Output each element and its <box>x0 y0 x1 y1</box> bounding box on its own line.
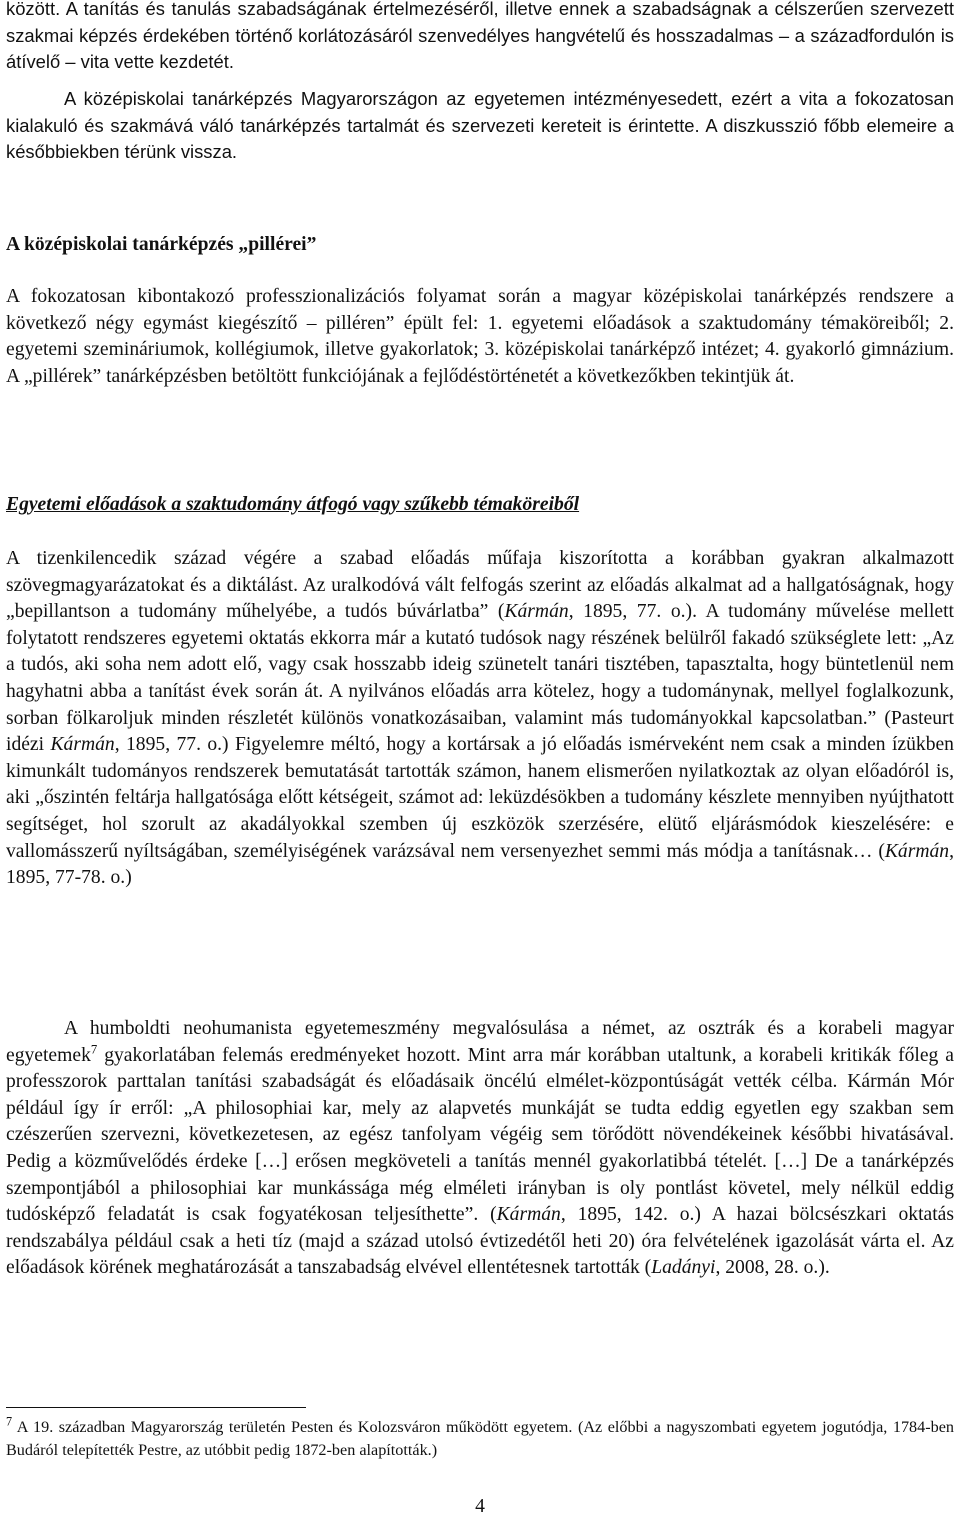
text-run: , 2008, 28. o.). <box>715 1257 830 1279</box>
page-number: 4 <box>475 1496 485 1517</box>
footnote-number: 7 <box>6 1414 13 1429</box>
citation-author: Kármán <box>504 601 569 623</box>
text-run: A tizenkilencedik század végére a szabad előadás műfaja kiszorította a korábban gyakran alkalmazott szövegmagyarázatokat és a diktálást. Az uralkodóvá vált felfogás szerint az előadás alkalmat ad a hallgatóságnak, hogy „bepillantson a tudomány műhelyébe, a tudós búvárlatba” ( <box>6 548 954 623</box>
intro-paragraph-2 <box>6 86 954 166</box>
pillars-paragraph: A fokozatosan kibontakozó professzionalizációs folyamat során a magyar középiskolai tanárképzés rendszere a következő négy egymást kiegészítő – pilléren” épült fel: 1. egyetemi előadások a szaktudomány témaköreiből; 2. egyetemi szemináriumok, kollégiumok, illetve gyakorlatok; 3. középiskolai tanárképző intézet; 4. gyakorló gimnázium. A „pillérek” tanárképzésben betöltött funkciójának a fejlődéstörténetét a következőkben tekintjük át. <box>6 286 954 387</box>
footnote-reference[interactable]: 7 <box>90 1042 98 1057</box>
footnote-text: A 19. században Magyarország területén Pesten és Kolozsváron működött egyetem. (Az előbbi a nagyszombati egyetem jogutódja, 1784-ben Budáról telepítették Pestre, az utóbbit pedig 1872-ben alapították.) <box>6 1418 954 1459</box>
text-run: A humboldti neohumanista egyetemeszmény megvalósulása a német, az osztrák és a korabeli magyar egyetemek <box>6 1018 954 1066</box>
text-run: , 1895, 77. o.) Figyelemre méltó, hogy a kortársak a jó előadás ismérveként nem csak a minden ízükben kimunkált tudományos rendszerek bemutatását tartották számon, hanem elismerően nyilatkoztak az olyan előadóról is, aki „őszintén feltárja hallgatósága előtt kétségeit, számot ad: leküzdésökben a tudomány készlete mennyiben nyújthatott segítséget, hol szorult az akadályokkal szemben új eszközök szerzésére, elütő eljárásmódok kieszelésére: e vallomásszerű nyíltságában, személyiségének varázsával nem versenyezhet semmi más módja a tanításnak… ( <box>6 734 954 862</box>
footnote <box>6 1416 954 1462</box>
citation-author: Ladányi <box>651 1257 716 1279</box>
text-run: , 1895, 77-78. o.) <box>6 840 954 889</box>
text-run: , 1895, 142. o.) A hazai bölcsészkari oktatás rendszabálya például csak a heti tíz (majd a század utolsó évtizedétől heti 20) óra felvételének igazolását várta el. Az előadások körének meghatározását a tanszabadság elvével ellentétesnek tartották ( <box>6 1204 954 1279</box>
intro-text-2: A középiskolai tanárképzés Magyarországon az egyetemen intézményesedett, ezért a vita a fokozatosan kialakuló és szakmává váló tanárképzés tartalmát és szervezeti kereteit is érintette. A diszkusszió főbb elemeire a későbbiekben térünk vissza. <box>6 88 954 163</box>
citation-author: Kármán <box>884 840 950 862</box>
text-run: gyakorlatában felemás eredményeket hozott. Mint arra már korábban utaltunk, a korabeli kritikák főleg a professzorok parttalan tanítási szabadságát és előadásaik öncélú elmélet-központúságát vették célba. Kármán Mór például így ír erről: „A philosophiai kar, mely az alapvetés munkáját se tudta eddig egyetlen egy szakban sem czészerűen szervezni, következetesen, az egész tanfolyam végéig sem törődött növendékeinek későbbi hivatásával. Pedig a közművelődés érdeke […] erősen megköveteli a tanítás mennél gyakorlatibbá tételét. […] De a tanárképzés szempontjából a philosophiai kar munkássága még elméleti irányban is oly pontlást követel, mely nélkül eddig tudósképző feladatát is csak fogyatékosan teljesíthette”. ( <box>6 1044 954 1226</box>
intro-paragraph <box>6 0 954 76</box>
section-heading-pillars: A középiskolai tanárképzés „pillérei” <box>6 234 317 255</box>
text-run: , 1895, 77. o.). A tudomány művelése mellett folytatott rendszeres egyetemi oktatás ekkorra már a kutató tudósok nagy részének belülről fakadó szükséglete lett: „Az a tudós, aki soha nem adott elő, vagy csak hosszabb ideig szünetelt tanári tisztében, tapasztalta, hogy büntetlenül nem hagyhatni abba a tanítást évek során át. A nyilvános előadás arra kötelez, hogy a tudománynak, mellyel foglalkozunk, sorban fölkaroljuk minden részletét különös vonatkozásaiban, valamint más tudományokkal kapcsolatban.” (Pasteurt idézi <box>6 601 954 756</box>
lectures-paragraph-2 <box>6 1016 954 1282</box>
citation-author: Kármán <box>496 1204 561 1226</box>
intro-text-1: között. A tanítás és tanulás szabadságának értelmezéséről, illetve ennek a szabadságnak a célszerűen szervezett szakmai képzés érdekében történő korlátozásáról szenvedélyes hangvételű és hosszadalmas – a századfordulón is átívelő – vita vette kezdetét. <box>6 0 954 73</box>
footnote-divider <box>6 1407 306 1408</box>
lectures-paragraph-1 <box>6 546 954 892</box>
citation-author: Kármán <box>50 734 115 756</box>
section-heading-lectures: Egyetemi előadások a szaktudomány átfogó vagy szűkebb témaköreiből <box>6 494 580 515</box>
